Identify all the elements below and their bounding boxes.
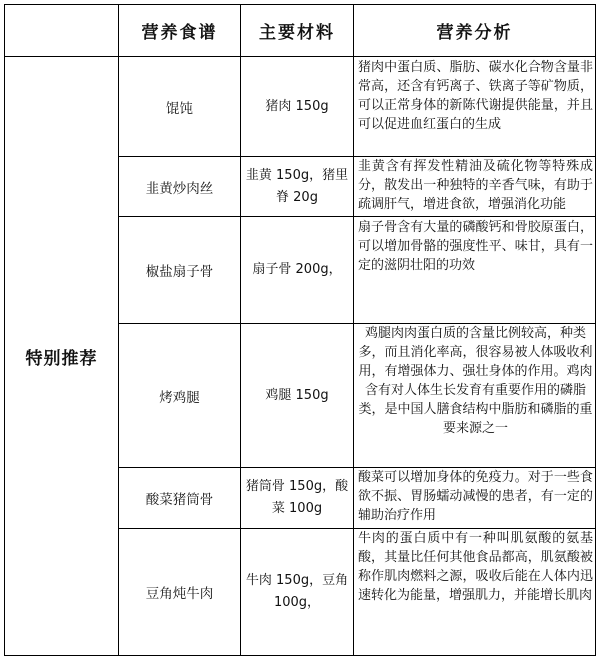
recipe-materials: 猪肉 150g bbox=[265, 98, 329, 114]
recipe-name: 豆角炖牛肉 bbox=[145, 586, 214, 602]
recipe-analysis: 猪肉中蛋白质、脂肪、碳水化合物含量非常高，还含有钙离子、铁离子等矿物质，可以正常身体的新陈代谢提供能量，并且可以促进血红蛋白的生成 bbox=[358, 60, 593, 132]
recipe-name: 酸菜猪筒骨 bbox=[145, 492, 214, 508]
recipe-name: 韭黄炒肉丝 bbox=[145, 180, 214, 197]
recipe-analysis: 扇子骨含有大量的磷酸钙和骨胶原蛋白，可以增加骨骼的强度性平、味甘，具有一定的滋阴壮阳的功效 bbox=[358, 220, 593, 273]
recipe-name: 椒盐扇子骨 bbox=[145, 264, 214, 280]
header-materials: 主要材料 bbox=[259, 23, 335, 43]
header-blank bbox=[5, 5, 118, 56]
category-label: 特别推荐 bbox=[25, 348, 98, 369]
recipe-materials: 猪筒骨 150g，酸菜 100g bbox=[245, 479, 349, 516]
header-recipe: 营养食谱 bbox=[141, 23, 218, 43]
recipe-analysis: 韭黄含有挥发性精油及硫化物等特殊成分，散发出一种独特的辛香气味，有助于疏调肝气，增进食欲，增强消化功能 bbox=[358, 159, 593, 212]
table-border-bottom bbox=[4, 655, 596, 656]
recipe-analysis: 鸡腿肉肉蛋白质的含量比例较高，种类多，而且消化率高，很容易被人体吸收利用，有增强体力、强壮身体的作用。鸡肉含有对人体生长发育有重要作用的磷脂类，是中国人膳食结构中脂肪和磷脂的重要来源之一 bbox=[358, 326, 593, 436]
recipe-materials: 牛肉 150g，豆角 100g， bbox=[245, 573, 349, 610]
recipe-analysis: 牛肉的蛋白质中有一种叫肌氨酸的氨基酸，其量比任何其他食品都高，肌氨酸被称作肌肉燃料之源，吸收后能在人体内迅速转化为能量，增强肌力，并能增长肌肉 bbox=[358, 531, 593, 603]
recipe-materials: 扇子骨 200g， bbox=[252, 262, 342, 277]
recipe-materials: 鸡腿 150g bbox=[265, 387, 329, 403]
table-border-right bbox=[595, 4, 596, 656]
recipe-name: 馄饨 bbox=[166, 100, 193, 117]
recipe-materials: 韭黄 150g，猪里脊 20g bbox=[245, 167, 349, 205]
recipe-analysis: 酸菜可以增加身体的免疫力。对于一些食欲不振、胃肠蠕动减慢的患者，有一定的辅助治疗作用 bbox=[358, 470, 593, 523]
recipe-name: 烤鸡腿 bbox=[159, 389, 200, 406]
header-analysis: 营养分析 bbox=[436, 23, 513, 43]
